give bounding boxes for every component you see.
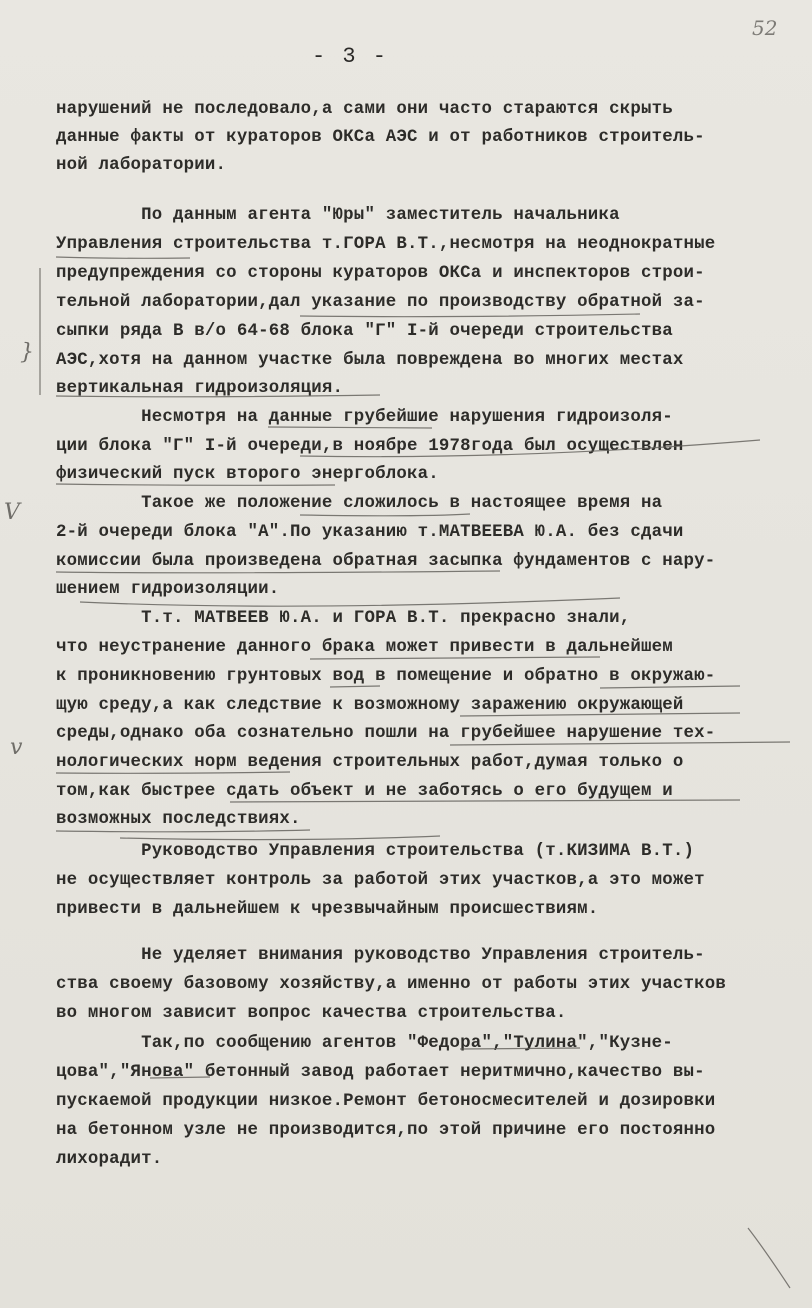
text-line: к проникновению грунтовых вод в помещение и обратно в окружаю- bbox=[56, 667, 716, 686]
text-line: Несмотря на данные грубейшие нарушения гидроизоля- bbox=[56, 408, 673, 427]
text-line: привести в дальнейшем к чрезвычайным происшествиям. bbox=[56, 900, 599, 919]
text-line: том,как быстрее сдать объект и не заботясь о его будущем и bbox=[56, 782, 673, 801]
text-line: Такое же положение сложилось в настоящее время на bbox=[56, 494, 663, 513]
text-line: ции блока "Г" I-й очереди,в ноябре 1978года был осуществлен bbox=[56, 437, 684, 456]
text-line: что неустранение данного брака может привести в дальнейшем bbox=[56, 638, 673, 657]
text-line: данные факты от кураторов ОКСа АЭС и от работников строитель- bbox=[56, 128, 705, 147]
margin-check-mark: v bbox=[10, 735, 23, 760]
text-line: ной лаборатории. bbox=[56, 156, 227, 175]
text-line: тельной лаборатории,дал указание по производству обратной за- bbox=[56, 293, 705, 312]
text-line: Не уделяет внимания руководство Управления строитель- bbox=[56, 946, 705, 965]
text-line: комиссии была произведена обратная засыпка фундаментов с нару- bbox=[56, 552, 716, 571]
text-line: Т.т. МАТВЕЕВ Ю.А. и ГОРА В.Т. прекрасно знали, bbox=[56, 609, 631, 628]
text-line: не осуществляет контроль за работой этих участков,а это может bbox=[56, 871, 705, 890]
text-line: возможных последствиях. bbox=[56, 810, 301, 829]
text-line: Управления строительства т.ГОРА В.Т.,несмотря на неоднократные bbox=[56, 235, 716, 254]
text-line: 2-й очереди блока "А".По указанию т.МАТВЕЕВА Ю.А. без сдачи bbox=[56, 523, 684, 542]
text-line: АЭС,хотя на данном участке была повреждена во многих местах bbox=[56, 351, 684, 370]
text-line: Руководство Управления строительства (т.КИЗИМА В.Т.) bbox=[56, 842, 695, 861]
text-line: предупреждения со стороны кураторов ОКСа и инспекторов строи- bbox=[56, 264, 705, 283]
text-line: сыпки ряда В в/о 64-68 блока "Г" I-й очереди строительства bbox=[56, 322, 673, 341]
text-line: ства своему базовому хозяйству,а именно от работы этих участков bbox=[56, 975, 727, 994]
text-line: пускаемой продукции низкое.Ремонт бетоносмесителей и дозировки bbox=[56, 1092, 716, 1111]
archive-page-number: 52 bbox=[752, 16, 778, 40]
margin-check-mark: V bbox=[4, 500, 20, 525]
margin-bracket-mark: } bbox=[20, 340, 34, 365]
text-line: цова","Янова" бетонный завод работает неритмично,качество вы- bbox=[56, 1063, 705, 1082]
text-line: на бетонном узле не производится,по этой причине его постоянно bbox=[56, 1121, 716, 1140]
page-number: - 3 - bbox=[312, 44, 389, 69]
text-line: вертикальная гидроизоляция. bbox=[56, 379, 344, 398]
text-line: среды,однако оба сознательно пошли на грубейшее нарушение тех- bbox=[56, 724, 716, 743]
text-line: во многом зависит вопрос качества строительства. bbox=[56, 1004, 567, 1023]
text-line: Так,по сообщению агентов "Федора","Тулина","Кузне- bbox=[56, 1034, 673, 1053]
text-line: щую среду,а как следствие к возможному заражению окружающей bbox=[56, 696, 684, 715]
text-line: лихорадит. bbox=[56, 1150, 163, 1169]
text-line: нарушений не последовало,а сами они часто стараются скрыть bbox=[56, 100, 673, 119]
text-line: шением гидроизоляции. bbox=[56, 580, 280, 599]
text-line: физический пуск второго энергоблока. bbox=[56, 465, 439, 484]
text-line: нологических норм ведения строительных работ,думая только о bbox=[56, 753, 684, 772]
text-line: По данным агента "Юры" заместитель начальника bbox=[56, 206, 620, 225]
